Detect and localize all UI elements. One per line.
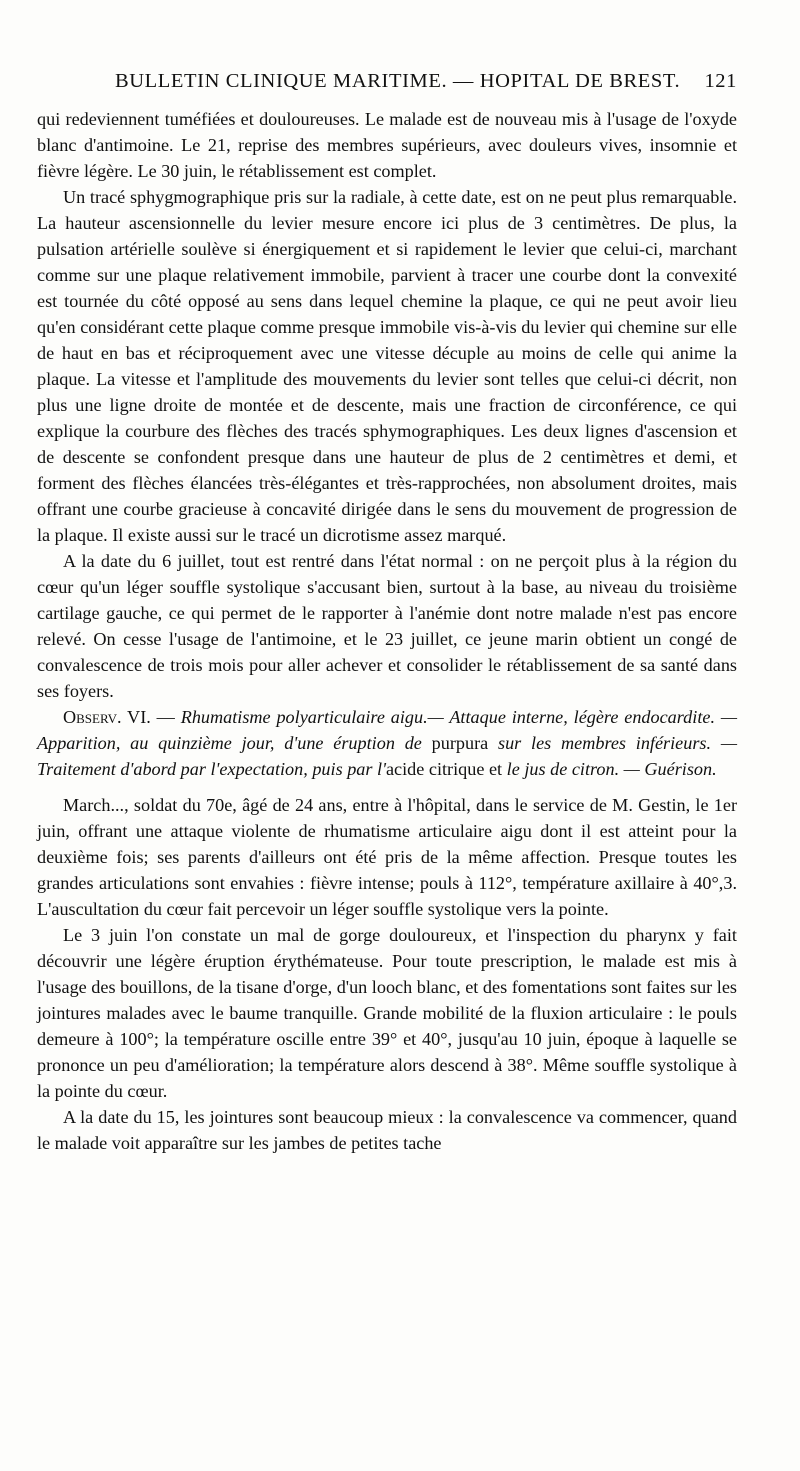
paragraph: A la date du 6 juillet, tout est rentré dans l'état normal : on ne perçoit plus à la région du cœur qu'un léger souffle systolique s'accusant bien, surtout à la base, au niveau du troisième cartilage gauche, ce qui permet de le rapporter à l'anémie dont notre malade n'est pas encore relevé. On cesse l'usage de l'antimoine, et le 23 juillet, ce jeune marin obtient un congé de convalescence de trois mois pour aller achever et consolider le rétablissement de sa santé dans ses foyers.	[37, 551, 737, 701]
page-number: 121	[704, 70, 737, 92]
page-body	[37, 106, 737, 1156]
observation-heading	[37, 704, 737, 782]
observation-label: Observ. VI.	[63, 707, 151, 727]
page-header	[115, 70, 737, 100]
observation-title-part: sur les membres inférieurs. — Traitement d'abord par l'expectation, puis par l'	[37, 733, 738, 779]
observation-title-part: acide citrique et	[385, 759, 507, 779]
paragraph: Un tracé sphygmographique pris sur la radiale, à cette date, est on ne peut plus remarquable. La hauteur ascensionnelle du levier mesure encore ici plus de 3 centimètres. De plus, la pulsation artérielle soulève si énergiquement et si rapidement le levier que celui-ci, marchant comme sur une plaque relativement immobile, parvient à tracer une courbe dont la convexité est tournée du côté opposé au sens dans lequel chemine la plaque, ce qui ne peut avoir lieu qu'en considérant cette plaque comme presque immobile vis-à-vis du levier qui chemine sur elle de haut en bas et réciproquement avec une vitesse décuple au moins de celle qui anime la plaque. La vitesse et l'amplitude des mouvements du levier sont telles que celui-ci décrit, non plus une ligne droite de montée et de descente, mais une fraction de circonférence, ce qui explique la courbure des flèches des tracés sphymographiques. Les deux lignes d'ascension et de descente se confondent presque dans une hauteur de plus de 2 centimètres et demi, et forment des flèches élancées très-élégantes et très-rapprochées, non absolument droites, mais offrant une courbe gracieuse à concavité dirigée dans le sens du mouvement de progression de la plaque. Il existe aussi sur le tracé un dicrotisme assez marqué.	[37, 187, 737, 545]
observation-title-part: Rhumatisme polyarticulaire aigu.— Attaque interne, légère endocardite. — Apparition, au quinzième jour, d'une éruption de	[37, 707, 738, 753]
paragraph: qui redeviennent tuméfiées et douloureuses. Le malade est de nouveau mis à l'usage de l'oxyde blanc d'antimoine. Le 21, reprise des membres supérieurs, avec douleurs vives, insomnie et fièvre légère. Le 30 juin, le rétablissement est complet.	[37, 109, 737, 181]
case-paragraph: A la date du 15, les jointures sont beaucoup mieux : la convalescence va commencer, quand le malade voit apparaître sur les jambes de petites tache	[37, 1107, 737, 1153]
observation-dash: —	[150, 707, 181, 727]
running-title: BULLETIN CLINIQUE MARITIME. — HOPITAL DE BREST.	[115, 70, 681, 92]
case-paragraph: Le 3 juin l'on constate un mal de gorge douloureux, et l'inspection du pharynx y fait découvrir une légère éruption érythémateuse. Pour toute prescription, le malade est mis à l'usage des bouillons, de la tisane d'orge, d'un looch blanc, et des fomentations sont faites sur les jointures malades avec le baume tranquille. Grande mobilité de la fluxion articulaire : le pouls demeure à 100°; la température oscille entre 39° et 40°, jusqu'au 10 juin, époque à laquelle se prononce un peu d'amélioration; la température alors descend à 38°. Même souffle systolique à la pointe du cœur.	[37, 925, 737, 1101]
case-paragraph: March..., soldat du 70e, âgé de 24 ans, entre à l'hôpital, dans le service de M. Gestin, le 1er juin, offrant une attaque violente de rhumatisme articulaire aigu dont il est atteint pour la deuxième fois; ses parents d'ailleurs ont été pris de la même affection. Presque toutes les grandes articulations sont envahies : fièvre intense; pouls à 112°, température axillaire à 40°,3. L'auscultation du cœur fait percevoir un léger souffle systolique vers la pointe.	[37, 795, 737, 919]
observation-title-part: le jus de citron. — Guérison.	[506, 759, 717, 779]
observation-title-part: purpura	[421, 733, 498, 753]
